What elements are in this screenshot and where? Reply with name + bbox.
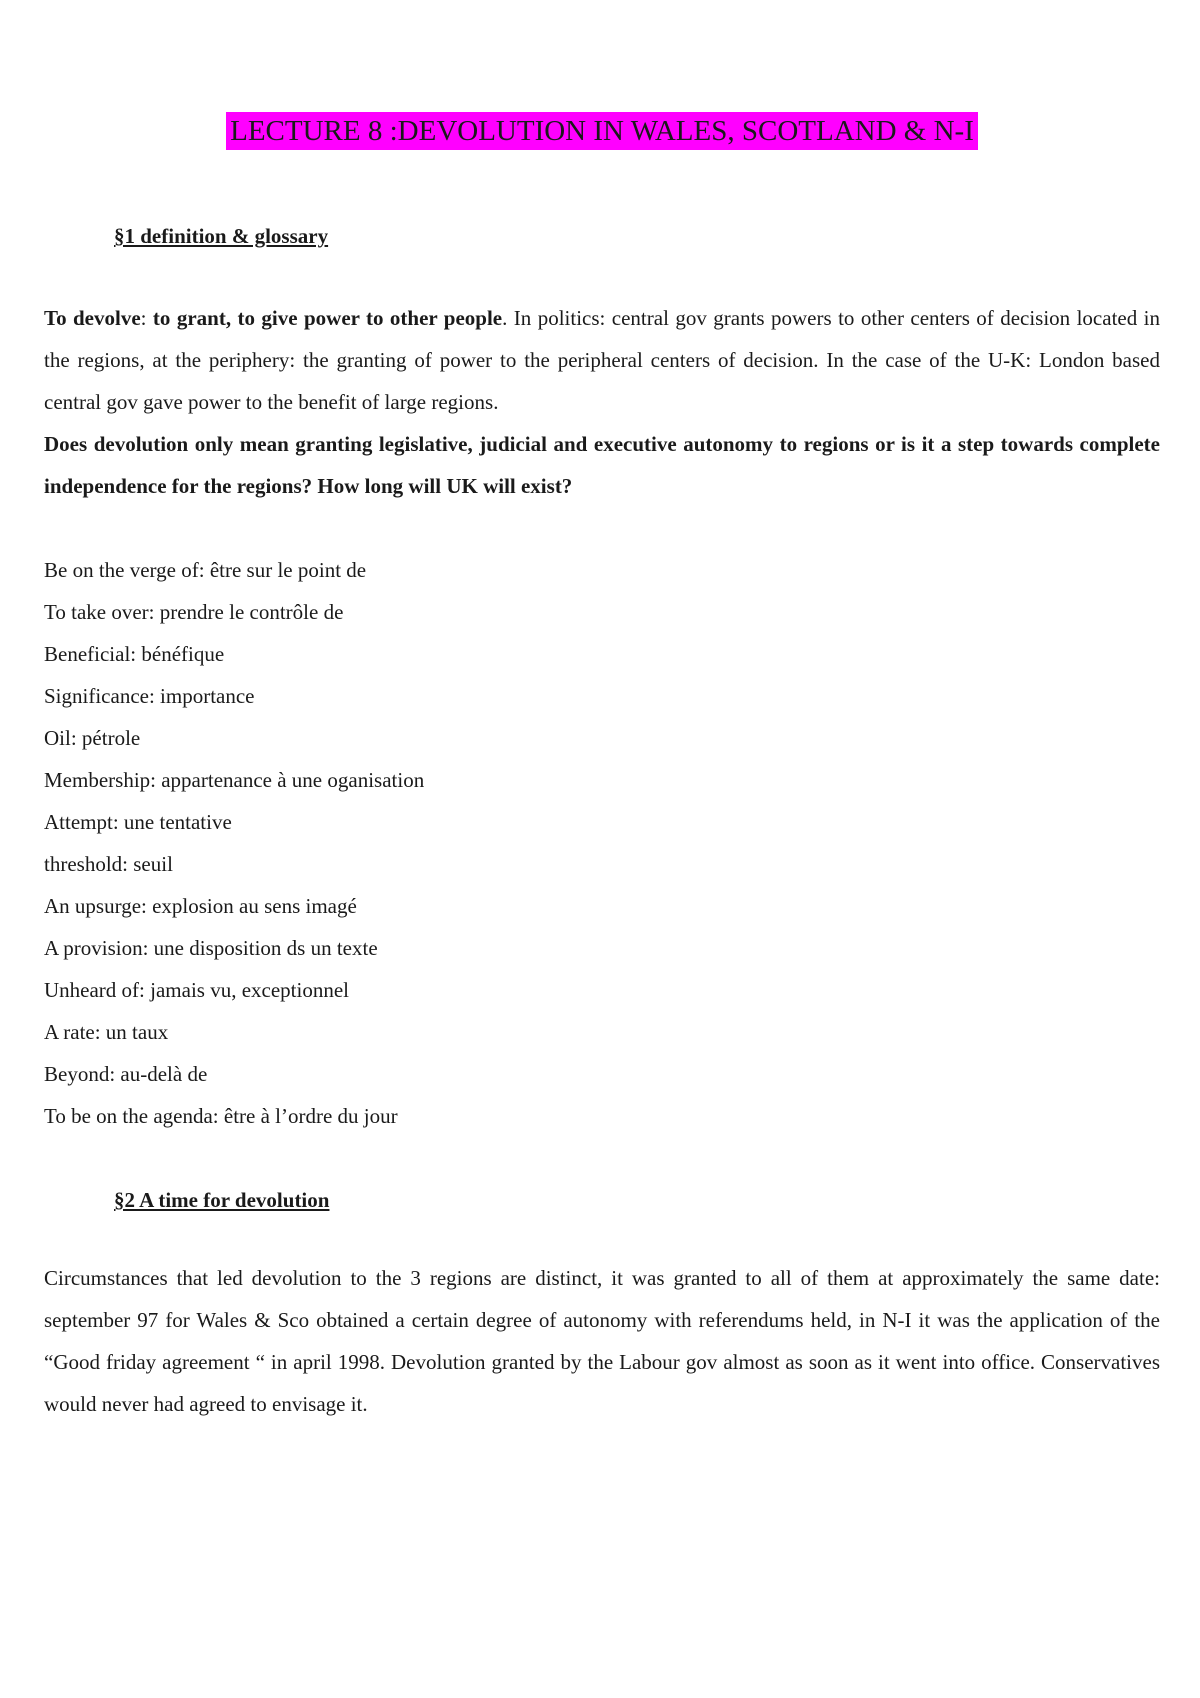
glossary-item: Oil: pétrole: [44, 726, 141, 750]
glossary-item: To take over: prendre le contrôle de: [44, 600, 344, 624]
glossary-item: To be on the agenda: être à l’ordre du jour: [44, 1104, 398, 1128]
glossary-item: Attempt: une tentative: [44, 810, 232, 834]
title-container: [44, 112, 1160, 150]
definition-meaning: to grant, to give power to other people: [152, 306, 503, 330]
glossary-item: Unheard of: jamais vu, exceptionnel: [44, 978, 349, 1002]
definition-paragraph: [44, 297, 1160, 507]
lecture-title: LECTURE 8 :DEVOLUTION IN WALES, SCOTLAND & N-I: [226, 112, 978, 150]
definition-rest: . In politics: central gov grants powers to other centers of decision located in the regions, at the periphery: the granting of power to the peripheral centers of decision. In the case of the U-K: London based central gov gave power to the benefit of large regions.: [44, 306, 1160, 414]
glossary-item: Beyond: au-delà de: [44, 1062, 208, 1086]
definition-colon: :: [140, 306, 153, 330]
glossary-item: A rate: un taux: [44, 1020, 169, 1044]
glossary-item: A provision: une disposition ds un texte: [44, 936, 378, 960]
glossary-item: Be on the verge of: être sur le point de: [44, 558, 367, 582]
section2-heading: §2 A time for devolution: [114, 1188, 330, 1212]
glossary-item: Significance: importance: [44, 684, 255, 708]
glossary-list: [44, 549, 424, 1137]
devolution-question: Does devolution only mean granting legislative, judicial and executive autonomy to regions or is it a step towards complete independence for the regions? How long will UK will exist?: [44, 432, 1160, 498]
section2-paragraph: Circumstances that led devolution to the 3 regions are distinct, it was granted to all of them at approximately the same date: september 97 for Wales & Sco obtained a certain degree of autonomy with referendums held, in N-I it was the application of the “Good friday agreement “ in april 1998. Devolution granted by the Labour gov almost as soon as it went into office. Conservatives would never had agreed to envisage it.: [44, 1266, 1160, 1416]
glossary-item: threshold: seuil: [44, 852, 173, 876]
glossary-item: Beneficial: bénéfique: [44, 642, 225, 666]
glossary-item: An upsurge: explosion au sens imagé: [44, 894, 357, 918]
glossary-item: Membership: appartenance à une oganisation: [44, 768, 425, 792]
section1-heading: §1 definition & glossary: [114, 224, 329, 248]
definition-term: To devolve: [44, 306, 141, 330]
